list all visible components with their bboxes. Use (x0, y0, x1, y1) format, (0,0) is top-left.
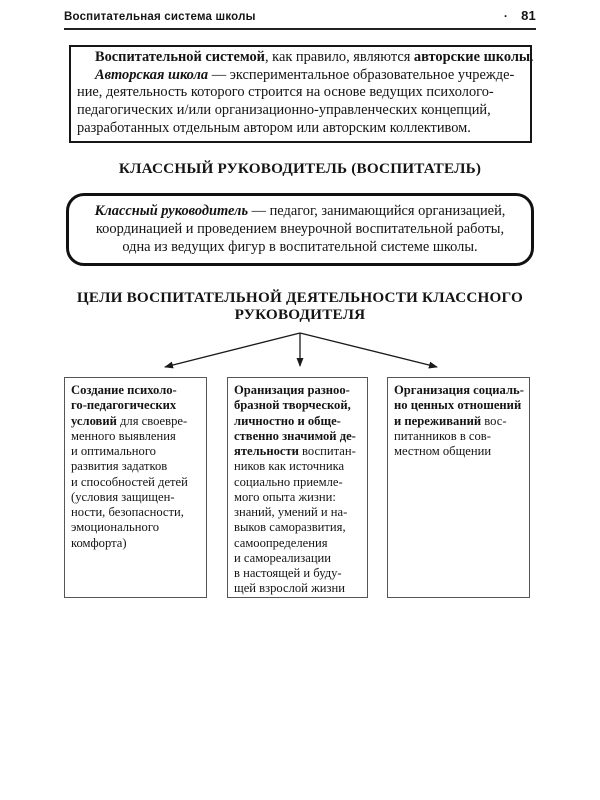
author-school-definition-box (69, 45, 532, 143)
arrow-left (165, 333, 300, 367)
goal-box-psychological-conditions (64, 377, 207, 598)
class-teacher-definition-box (66, 193, 534, 267)
text-line: знаний, умений и на- (234, 505, 348, 520)
text-line: развития задатков (71, 459, 168, 474)
book-page (64, 0, 536, 598)
text-line: разработанных отдельным автором или авторским коллективом. (77, 119, 471, 136)
text-line: и самореализации (234, 550, 332, 565)
arrow-right (300, 333, 437, 367)
page-number: 81 (521, 8, 536, 23)
text-line: ников как источника (234, 459, 345, 474)
page-number-group (504, 8, 536, 23)
text-line: РУКОВОДИТЕЛЯ (234, 306, 366, 324)
text-line: выков саморазвития, (234, 520, 346, 535)
section-heading-class-teacher: КЛАССНЫЙ РУКОВОДИТЕЛЬ (ВОСПИТАТЕЛЬ) (118, 159, 482, 177)
text-line: социально приемле- (234, 474, 343, 489)
text-line: и оптимального (71, 444, 156, 459)
text-line: ственно значимой де- (234, 428, 356, 443)
text-line: местном общении (394, 444, 492, 459)
text-line: Авторская школа — экспериментальное образовательное учрежде- (95, 66, 515, 83)
text-line: бразной творческой, (234, 398, 351, 413)
running-header-title: Воспитательная система школы (64, 11, 256, 23)
goals-columns (64, 377, 536, 598)
text-line: ние, деятельность которого строится на основе ведущих психолого- (77, 84, 494, 101)
text-line: самоопределения (234, 535, 328, 550)
text-line: личностно и обще- (234, 413, 341, 428)
goals-heading (64, 289, 536, 323)
text-line: условий для своевре- (71, 413, 188, 428)
text-line: ятельности воспитан- (234, 444, 356, 459)
text-line: в настоящей и буду- (234, 566, 342, 581)
text-line: мого опыта жизни: (234, 489, 336, 504)
text-line: одна из ведущих фигур в воспитательной системе школы. (122, 238, 478, 255)
text-line: питанников в сов- (394, 428, 491, 443)
page-header (64, 8, 536, 30)
text-line: но ценных отношений (394, 398, 522, 413)
text-line: ЦЕЛИ ВОСПИТАТЕЛЬНОЙ ДЕЯТЕЛЬНОСТИ КЛАССНОГО (76, 289, 524, 307)
goal-box-social-relations (387, 377, 530, 598)
bullet-separator: · (503, 9, 509, 23)
text-line: щей взрослой жизни (234, 581, 345, 596)
text-line: Создание психоло- (71, 383, 177, 398)
text-line: Воспитательной системой, как правило, являются авторские школы. (95, 49, 534, 65)
text-line: (условия защищен- (71, 489, 175, 504)
text-line: координацией и проведением внеурочной воспитательной работы, (95, 220, 505, 237)
goal-box-creative-activity (227, 377, 368, 598)
text-line: педагогических и/или организационно-управленческих концепций, (77, 102, 491, 119)
text-line: и переживаний вос- (394, 413, 507, 428)
text-line: комфорта) (71, 535, 127, 550)
text-line: Организация социаль- (394, 383, 524, 398)
text-line: менного выявления (71, 428, 176, 443)
text-line: Оранизация разноо- (234, 383, 350, 398)
branch-arrows-diagram (64, 330, 536, 374)
text-line: Классный руководитель — педагог, занимающийся организацией, (94, 202, 506, 219)
text-line: и способностей детей (71, 474, 188, 489)
text-line: эмоционального (71, 520, 159, 535)
text-line: ности, безопасности, (71, 505, 184, 520)
text-line: го-педагогических (71, 398, 177, 413)
